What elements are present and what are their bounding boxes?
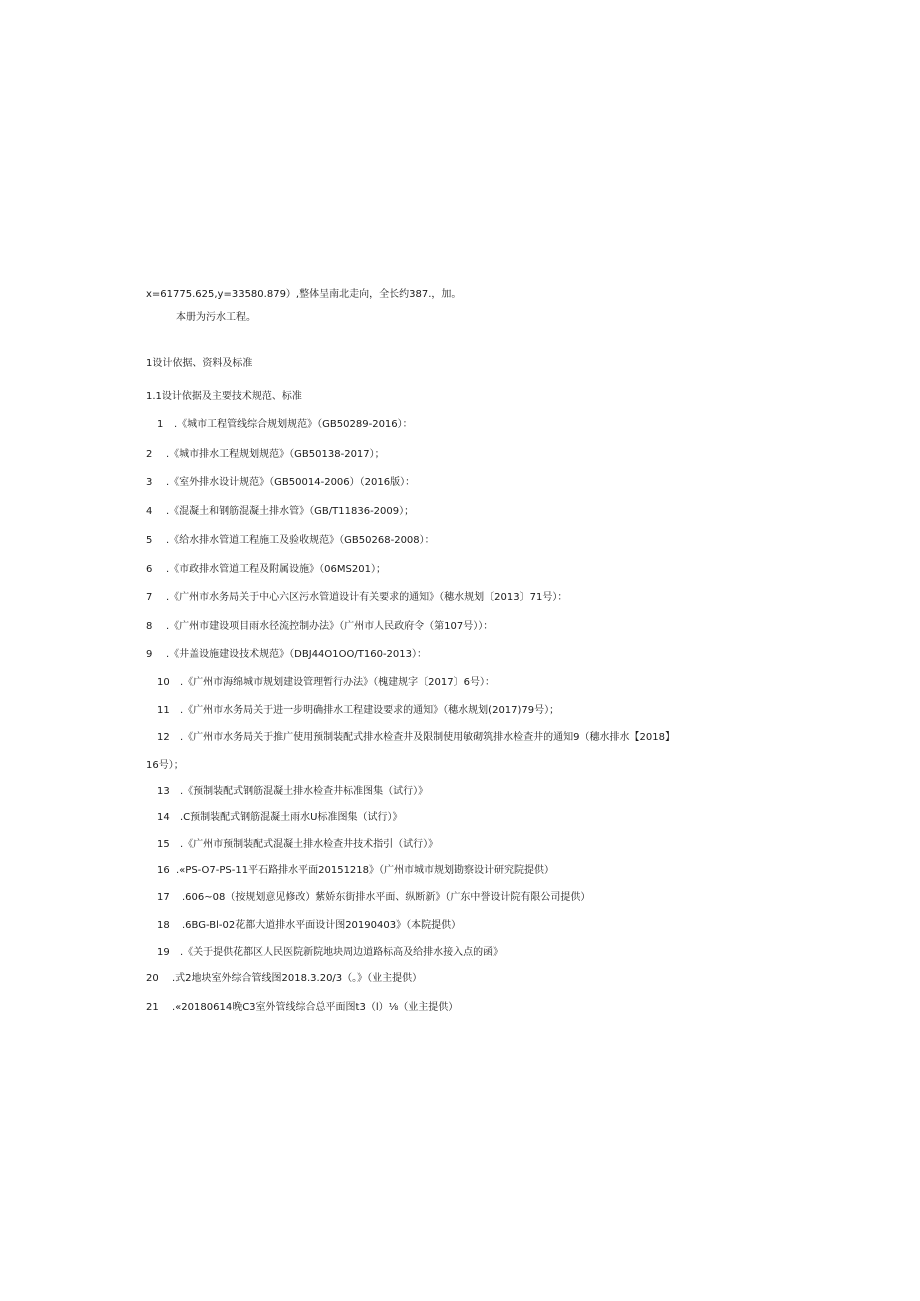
list-item-text: .《关于提供花都区人民医院新院地块周边道路标高及给排水接入点的函》	[180, 947, 504, 958]
list-item-number: 15	[157, 839, 170, 850]
list-item-number: 5	[146, 535, 153, 546]
list-item-number: 21	[146, 1002, 159, 1013]
list-item-number: 9	[146, 649, 153, 660]
list-item-number: 13	[157, 786, 170, 797]
subsection-heading: 1.1设计依据及主要技术规范、标准	[146, 391, 302, 402]
list-item-number: 1	[157, 419, 164, 430]
list-item-number: 18	[157, 920, 170, 931]
list-item-number: 8	[146, 621, 153, 632]
list-item-number: 20	[146, 973, 159, 984]
list-item-text: .《广州市水务局关于推广使用预制装配式排水检查井及限制使用敏砌筑排水检查井的通知9（穗水排水【2018】	[180, 732, 675, 743]
list-item-text: .《广州市水务局关于中心六区污水管道设计有关要求的通知》（穗水规划〔2013〕71号）：	[166, 592, 568, 603]
list-item-text: .《室外排水设计规范》（GB50014-2006）（2016版）：	[166, 477, 416, 488]
list-item-text: .《混凝土和钢筋混凝土排水管》（GB/T11836-2009）；	[166, 506, 415, 517]
list-item-text: 16号）；	[146, 760, 184, 771]
list-item-number: 16	[157, 865, 170, 876]
list-item-number: 7	[146, 592, 153, 603]
intro-line-2: 本册为污水工程。	[176, 312, 256, 323]
list-item-number: 11	[157, 705, 170, 716]
list-item-text: .《广州市预制装配式混凝土排水检查井技术指引（试行）》	[180, 839, 439, 850]
list-item-text: .《城市工程管线综合规划规范》（GB50289-2016）：	[174, 419, 413, 430]
list-item-number: 3	[146, 477, 153, 488]
list-item-number: 2	[146, 449, 153, 460]
list-item-number: 12	[157, 732, 170, 743]
intro-line-1: x=61775.625,y=33580.879）,整体呈南北走向，全长约387.，加。	[146, 289, 462, 300]
list-item-number: 6	[146, 564, 153, 575]
list-item-text: .606~08（按规划意见修改）紫娇东街排水平面、纵断新》（广东中誉设计院有限公司提供）	[182, 892, 591, 903]
list-item-number: 10	[157, 677, 170, 688]
list-item-text: .《给水排水管道工程施工及验收规范》（GB50268-2008）：	[166, 535, 435, 546]
list-item-text: .6BG-Bl-02花都大道排水平面设计图20190403》（本院提供）	[182, 920, 462, 931]
list-item-text: .式2地块室外综合管线图2018.3.20/3（。》（业主提供）	[172, 973, 423, 984]
list-item-number: 14	[157, 812, 170, 823]
list-item-text: .«20180614晚C3室外管线综合总平面图t3（l）⅛（业主提供）	[172, 1002, 459, 1013]
list-item-text: .《广州市海绵城市规划建设管理暂行办法》（槐建规字〔2017〕6号）：	[180, 677, 495, 688]
list-item-text: .《预制装配式钢筋混凝土排水检查井标准图集（试行）》	[180, 786, 429, 797]
list-item-text: .《井盖设施建设技术规范》（DBJ44O1OO/T160-2013）：	[166, 649, 428, 660]
list-item-number: 4	[146, 506, 153, 517]
list-item-text: .«PS-O7-PS-11平石路排水平面20151218》（广州市城市规划勘察设计研究院提供）	[176, 865, 555, 876]
list-item-text: .C预制装配式钢筋混凝土雨水U标准图集（试行）》	[180, 812, 403, 823]
section-heading: 1设计依据、资料及标准	[146, 358, 253, 369]
list-item-text: .《广州市水务局关于进一步明确排水工程建设要求的通知》（穗水规划(2017)79号）；	[180, 705, 560, 716]
list-item-number: 17	[157, 892, 170, 903]
list-item-number: 19	[157, 947, 170, 958]
list-item-text: .《广州市建设项目雨水径流控制办法》（广州市人民政府令（第107号））：	[166, 621, 494, 632]
list-item-text: .《城市排水工程规划规范》（GB50138-2017）；	[166, 449, 385, 460]
list-item-text: .《市政排水管道工程及附属设施》（06MS201）；	[166, 564, 386, 575]
